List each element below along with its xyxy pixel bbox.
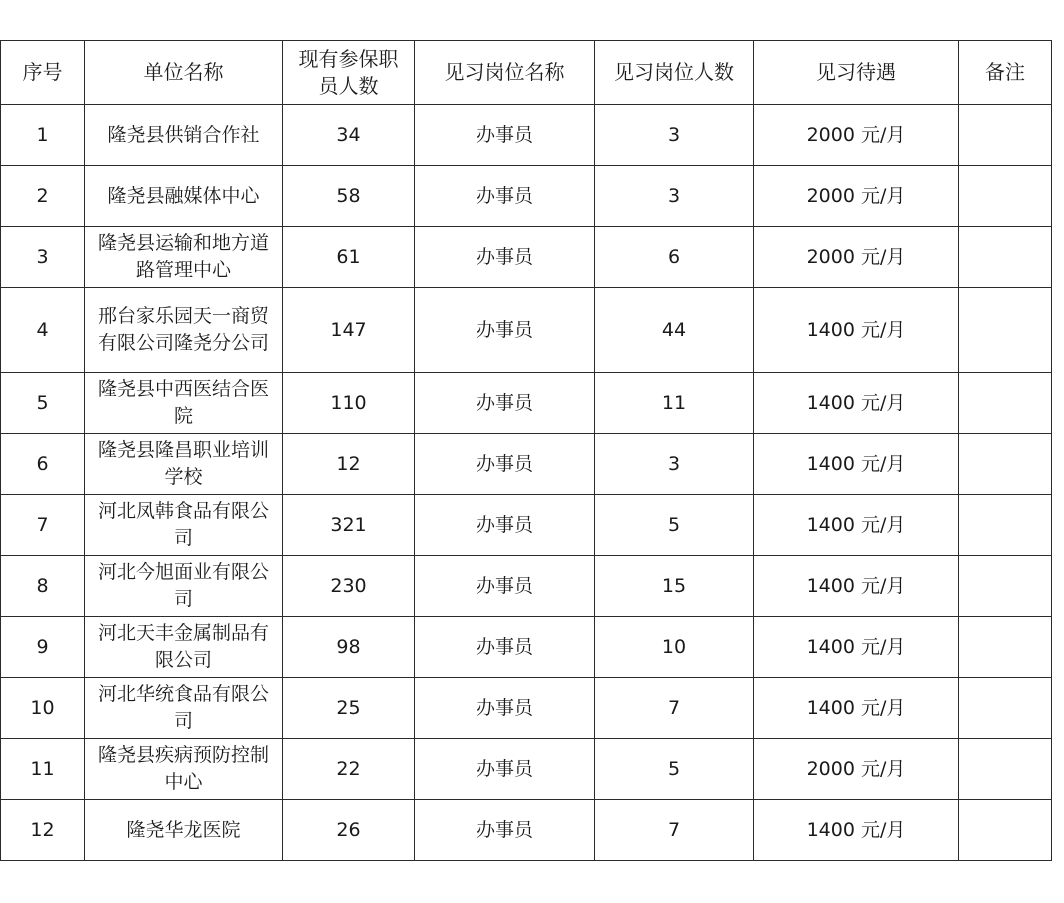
cell-unit-name: 隆尧县疾病预防控制中心 xyxy=(85,739,283,800)
cell-unit-name: 隆尧县运输和地方道路管理中心 xyxy=(85,227,283,288)
cell-insured-staff: 26 xyxy=(283,800,415,861)
cell-post-count: 5 xyxy=(595,495,754,556)
cell-post-name: 办事员 xyxy=(415,166,595,227)
cell-note xyxy=(959,617,1052,678)
cell-unit-name: 河北凤韩食品有限公司 xyxy=(85,495,283,556)
cell-post-count: 3 xyxy=(595,105,754,166)
cell-pay: 1400 元/月 xyxy=(754,800,959,861)
cell-pay: 2000 元/月 xyxy=(754,227,959,288)
cell-post-name: 办事员 xyxy=(415,678,595,739)
cell-post-count: 3 xyxy=(595,166,754,227)
cell-unit-name: 河北天丰金属制品有限公司 xyxy=(85,617,283,678)
cell-post-name: 办事员 xyxy=(415,800,595,861)
cell-insured-staff: 147 xyxy=(283,288,415,373)
cell-post-name: 办事员 xyxy=(415,495,595,556)
cell-pay: 1400 元/月 xyxy=(754,288,959,373)
cell-post-name: 办事员 xyxy=(415,288,595,373)
cell-note xyxy=(959,373,1052,434)
cell-note xyxy=(959,495,1052,556)
cell-note xyxy=(959,166,1052,227)
cell-post-count: 10 xyxy=(595,617,754,678)
cell-insured-staff: 110 xyxy=(283,373,415,434)
cell-post-name: 办事员 xyxy=(415,739,595,800)
cell-insured-staff: 321 xyxy=(283,495,415,556)
cell-note xyxy=(959,227,1052,288)
cell-index: 1 xyxy=(1,105,85,166)
cell-post-name: 办事员 xyxy=(415,373,595,434)
cell-index: 7 xyxy=(1,495,85,556)
cell-post-name: 办事员 xyxy=(415,617,595,678)
table-row xyxy=(1,227,1052,288)
header-pay: 见习待遇 xyxy=(754,41,959,105)
table-row xyxy=(1,434,1052,495)
cell-unit-name: 隆尧县融媒体中心 xyxy=(85,166,283,227)
cell-post-count: 7 xyxy=(595,678,754,739)
cell-post-count: 11 xyxy=(595,373,754,434)
table-row xyxy=(1,288,1052,373)
cell-insured-staff: 34 xyxy=(283,105,415,166)
cell-post-count: 5 xyxy=(595,739,754,800)
cell-pay: 1400 元/月 xyxy=(754,678,959,739)
table-row xyxy=(1,617,1052,678)
cell-index: 3 xyxy=(1,227,85,288)
cell-unit-name: 隆尧县隆昌职业培训学校 xyxy=(85,434,283,495)
cell-pay: 1400 元/月 xyxy=(754,434,959,495)
cell-post-name: 办事员 xyxy=(415,434,595,495)
cell-post-name: 办事员 xyxy=(415,105,595,166)
header-note: 备注 xyxy=(959,41,1052,105)
cell-index: 9 xyxy=(1,617,85,678)
cell-note xyxy=(959,556,1052,617)
cell-unit-name: 河北华统食品有限公司 xyxy=(85,678,283,739)
cell-unit-name: 隆尧华龙医院 xyxy=(85,800,283,861)
cell-unit-name: 隆尧县中西医结合医院 xyxy=(85,373,283,434)
cell-pay: 1400 元/月 xyxy=(754,617,959,678)
cell-post-count: 6 xyxy=(595,227,754,288)
cell-index: 2 xyxy=(1,166,85,227)
cell-note xyxy=(959,800,1052,861)
cell-insured-staff: 98 xyxy=(283,617,415,678)
cell-unit-name: 河北今旭面业有限公司 xyxy=(85,556,283,617)
cell-index: 10 xyxy=(1,678,85,739)
cell-pay: 2000 元/月 xyxy=(754,105,959,166)
cell-pay: 2000 元/月 xyxy=(754,166,959,227)
header-post-name: 见习岗位名称 xyxy=(415,41,595,105)
header-post-count: 见习岗位人数 xyxy=(595,41,754,105)
cell-insured-staff: 22 xyxy=(283,739,415,800)
cell-note xyxy=(959,678,1052,739)
cell-insured-staff: 61 xyxy=(283,227,415,288)
header-unit-name: 单位名称 xyxy=(85,41,283,105)
table-row xyxy=(1,166,1052,227)
cell-post-name: 办事员 xyxy=(415,227,595,288)
cell-index: 5 xyxy=(1,373,85,434)
table-row xyxy=(1,373,1052,434)
table-row xyxy=(1,800,1052,861)
cell-pay: 1400 元/月 xyxy=(754,373,959,434)
header-index: 序号 xyxy=(1,41,85,105)
cell-post-name: 办事员 xyxy=(415,556,595,617)
cell-post-count: 44 xyxy=(595,288,754,373)
table-row xyxy=(1,105,1052,166)
cell-note xyxy=(959,288,1052,373)
cell-index: 8 xyxy=(1,556,85,617)
table-row xyxy=(1,739,1052,800)
table-row xyxy=(1,556,1052,617)
cell-pay: 1400 元/月 xyxy=(754,495,959,556)
table-row xyxy=(1,495,1052,556)
table-row xyxy=(1,678,1052,739)
cell-post-count: 3 xyxy=(595,434,754,495)
cell-post-count: 15 xyxy=(595,556,754,617)
cell-note xyxy=(959,434,1052,495)
cell-pay: 2000 元/月 xyxy=(754,739,959,800)
cell-insured-staff: 58 xyxy=(283,166,415,227)
cell-unit-name: 邢台家乐园天一商贸有限公司隆尧分公司 xyxy=(85,288,283,373)
cell-index: 6 xyxy=(1,434,85,495)
cell-unit-name: 隆尧县供销合作社 xyxy=(85,105,283,166)
cell-note xyxy=(959,105,1052,166)
table-header-row xyxy=(1,41,1052,105)
cell-post-count: 7 xyxy=(595,800,754,861)
cell-note xyxy=(959,739,1052,800)
cell-pay: 1400 元/月 xyxy=(754,556,959,617)
cell-index: 11 xyxy=(1,739,85,800)
internship-positions-table xyxy=(0,40,1052,861)
cell-index: 12 xyxy=(1,800,85,861)
header-insured-staff: 现有参保职员人数 xyxy=(283,41,415,105)
cell-index: 4 xyxy=(1,288,85,373)
cell-insured-staff: 12 xyxy=(283,434,415,495)
cell-insured-staff: 25 xyxy=(283,678,415,739)
cell-insured-staff: 230 xyxy=(283,556,415,617)
